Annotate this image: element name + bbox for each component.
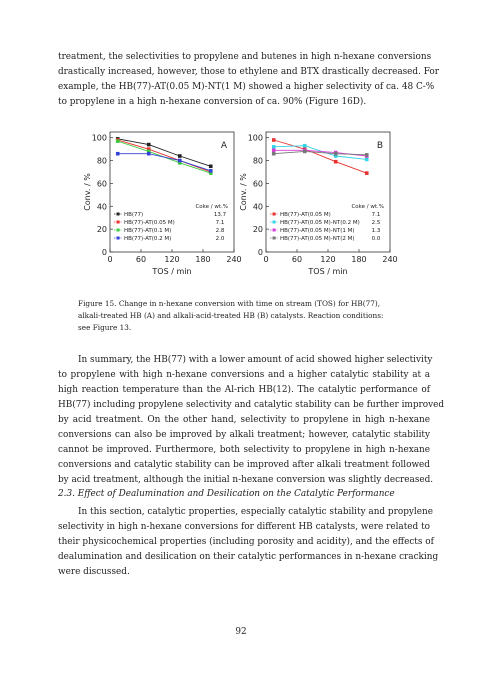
data-point	[209, 169, 213, 173]
legend-coke-value: 2.0	[215, 236, 225, 242]
legend-swatch-marker	[273, 213, 276, 216]
x-tick-label: 60	[291, 255, 303, 264]
paragraph-summary	[58, 353, 445, 488]
legend-entry: HB(77)-AT(0.2 M)	[124, 236, 172, 242]
data-point	[272, 152, 276, 156]
panel-label: B	[376, 141, 384, 151]
series-line	[118, 139, 211, 166]
legend-swatch-marker	[117, 229, 120, 232]
text-line: example, the HB(77)-AT(0.05 M)-NT(1 M) showed a higher selectivity of ca. 48 C-%	[58, 82, 435, 92]
data-point	[365, 153, 369, 157]
text-line: selectivity in high n-hexane conversions for different HB catalysts, were related to	[58, 522, 430, 532]
plot-frame	[110, 132, 234, 252]
legend-entry: HB(77)-AT(0.05 M)-NT(1 M)	[280, 228, 355, 234]
x-tick-label: 180	[195, 255, 211, 264]
data-point	[178, 159, 182, 163]
y-tick-label: 20	[252, 225, 263, 235]
series-line	[274, 140, 367, 173]
text-line: were discussed.	[58, 567, 130, 577]
x-tick-label: 120	[164, 255, 180, 264]
x-axis-label: TOS / min	[152, 267, 192, 276]
legend-coke-value: 1.3	[371, 228, 381, 234]
x-tick-label: 180	[351, 255, 367, 264]
data-point	[272, 145, 276, 149]
text-line: cannot be improved. Furthermore, both selectivity to propylene in high n-hexane	[58, 445, 430, 455]
paragraph-section	[58, 505, 439, 580]
text-line: to propylene with high n-hexane conversions and a higher catalytic stability at a	[58, 370, 430, 380]
data-point	[303, 150, 307, 154]
series-line	[118, 140, 211, 172]
caption-line: Figure 15. Change in n-hexane conversion with time on stream (TOS) for HB(77),	[78, 299, 381, 308]
legend-entry: HB(77)-AT(0.05 M)	[280, 212, 331, 218]
legend-swatch-marker	[273, 229, 276, 232]
legend-swatch-marker	[117, 221, 120, 224]
legend-swatch-marker	[117, 213, 120, 216]
data-point	[147, 143, 151, 147]
y-tick-label: 0	[257, 248, 263, 257]
legend-coke-value: 2.8	[215, 228, 225, 234]
data-point	[365, 158, 369, 162]
legend-entry: HB(77)-AT(0.1 M)	[124, 228, 172, 234]
y-tick-label: 80	[252, 156, 263, 166]
legend-header: Coke / wt.%	[195, 204, 228, 210]
legend-header: Coke / wt.%	[351, 204, 384, 210]
legend-coke-value: 13.7	[213, 212, 227, 218]
legend-coke-value: 7.1	[215, 220, 225, 226]
y-tick-label: 40	[252, 202, 263, 212]
text-line: by acid treatment. On the other hand, selectivity to propylene in high n-hexane	[58, 415, 430, 425]
x-tick-label: 0	[107, 255, 113, 264]
data-point	[334, 160, 338, 164]
figure-15	[84, 124, 400, 292]
text-line: drastically increased, however, those to ethylene and BTX drastically decreased. For	[58, 67, 439, 77]
text-line: conversions and catalytic stability can be improved after alkali treatment followed	[58, 460, 430, 470]
text-line: HB(77) including propylene selectivity and catalytic stability can be further improved	[58, 400, 445, 410]
data-point	[365, 171, 369, 175]
legend-entry: HB(77)-AT(0.05 M)	[124, 220, 175, 226]
text-line: conversions can also be improved by alkali treatment; however, catalytic stability	[58, 430, 430, 440]
text-line: their physicochemical properties (including porosity and acidity), and the effects of	[58, 537, 434, 547]
x-tick-label: 240	[382, 255, 398, 264]
page-number: 92	[235, 627, 247, 637]
text-line: by acid treatment, although the initial n-hexane conversion was slightly decreased.	[58, 475, 434, 485]
data-point	[178, 154, 182, 158]
y-axis-label: Conv. / %	[239, 173, 248, 211]
text-line: In this section, catalytic properties, especially catalytic stability and propylene	[78, 507, 433, 517]
data-point	[303, 144, 307, 148]
y-tick-label: 0	[101, 248, 107, 257]
y-tick-label: 60	[96, 179, 107, 189]
y-tick-label: 40	[96, 202, 107, 212]
paragraph-top	[58, 50, 439, 110]
chart-panel-b	[239, 132, 398, 276]
data-point	[272, 148, 276, 152]
data-point	[334, 152, 338, 156]
data-point	[209, 164, 213, 168]
chart-panel-a	[83, 132, 242, 276]
legend-coke-value: 0.0	[371, 236, 381, 242]
y-axis-label: Conv. / %	[83, 173, 92, 211]
data-point	[116, 152, 120, 156]
series-line	[274, 151, 367, 154]
caption-line: see Figure 13.	[78, 323, 132, 332]
text-line: high reaction temperature than the Al-rich HB(12). The catalytic performance of	[58, 385, 430, 395]
y-tick-label: 80	[96, 156, 107, 166]
x-tick-label: 60	[135, 255, 147, 264]
data-point	[272, 138, 276, 142]
legend-swatch-marker	[117, 237, 120, 240]
x-tick-label: 0	[263, 255, 269, 264]
text-line: to propylene in a high n-hexane conversion of ca. 90% (Figure 16D).	[58, 97, 367, 107]
legend-entry: HB(77)-AT(0.05 M)-NT(2 M)	[280, 236, 355, 242]
x-tick-label: 120	[320, 255, 336, 264]
text-line: In summary, the HB(77) with a lower amount of acid showed higher selectivity	[78, 355, 433, 365]
caption-line: alkali-treated HB (A) and alkali-acid-treated HB (B) catalysts. Reaction conditions:	[78, 311, 384, 320]
text-line: dealumination and desilication on their catalytic performances in n-hexane cracking	[58, 552, 439, 562]
legend-swatch-marker	[273, 221, 276, 224]
legend-coke-value: 2.5	[371, 220, 381, 226]
data-point	[147, 152, 151, 156]
y-tick-label: 60	[252, 179, 263, 189]
legend-entry: HB(77)	[124, 212, 144, 218]
legend-coke-value: 7.1	[371, 212, 381, 218]
x-axis-label: TOS / min	[308, 267, 348, 276]
y-tick-label: 100	[247, 133, 263, 143]
data-point	[116, 139, 120, 143]
y-tick-label: 100	[91, 133, 107, 143]
text-line: treatment, the selectivities to propylene and butenes in high n-hexane conversions	[58, 52, 432, 62]
section-heading: 2.3. Effect of Dealumination and Desilication on the Catalytic Performance	[58, 489, 395, 499]
legend-entry: HB(77)-AT(0.05 M)-NT(0.2 M)	[280, 220, 360, 226]
y-tick-label: 20	[96, 225, 107, 235]
panel-label: A	[220, 141, 228, 151]
figure-caption	[78, 298, 410, 334]
legend-swatch-marker	[273, 237, 276, 240]
x-tick-label: 240	[226, 255, 242, 264]
